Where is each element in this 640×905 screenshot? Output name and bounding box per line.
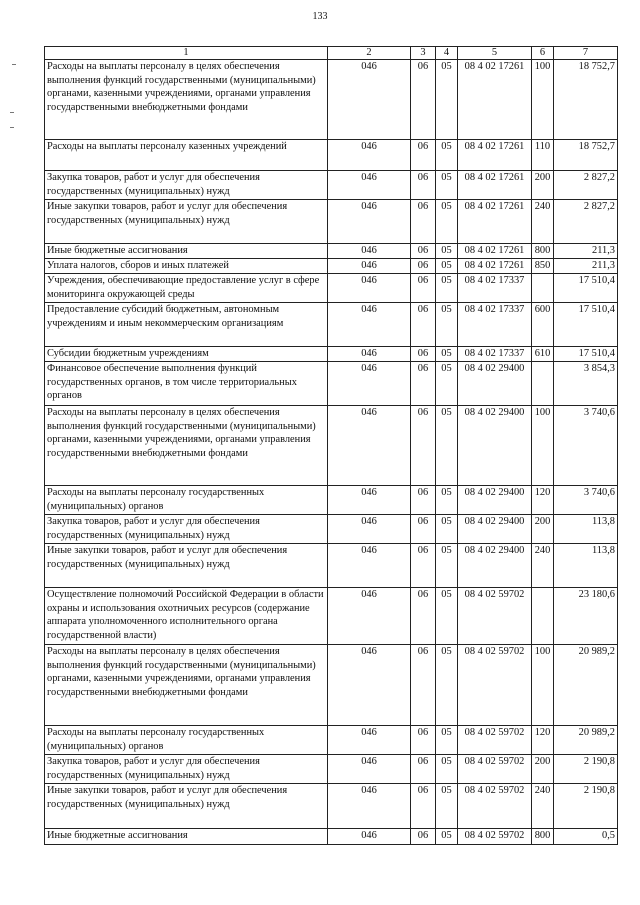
table-row bbox=[45, 347, 618, 362]
target-article-cell: 08 4 02 17261 bbox=[458, 140, 532, 171]
target-article-cell: 08 4 02 17261 bbox=[458, 60, 532, 140]
section-code-cell: 06 bbox=[411, 303, 436, 347]
target-article-cell: 08 4 02 29400 bbox=[458, 406, 532, 486]
column-header: 2 bbox=[328, 47, 411, 60]
ved-code-cell: 046 bbox=[328, 515, 411, 544]
table-row bbox=[45, 755, 618, 784]
budget-table bbox=[44, 46, 618, 845]
ved-code-cell: 046 bbox=[328, 726, 411, 755]
section-code-cell: 06 bbox=[411, 784, 436, 829]
expense-type-cell: 240 bbox=[532, 544, 554, 588]
target-article-cell: 08 4 02 17337 bbox=[458, 347, 532, 362]
amount-cell: 0,5 bbox=[554, 829, 618, 845]
amount-cell: 17 510,4 bbox=[554, 274, 618, 303]
section-code-cell: 06 bbox=[411, 406, 436, 486]
section-code-cell: 06 bbox=[411, 60, 436, 140]
section-code-cell: 06 bbox=[411, 171, 436, 200]
amount-cell: 17 510,4 bbox=[554, 347, 618, 362]
row-name-cell: Расходы на выплаты персоналу государственных (муниципальных) органов bbox=[45, 726, 328, 755]
row-name-cell: Закупка товаров, работ и услуг для обеспечения государственных (муниципальных) нужд bbox=[45, 515, 328, 544]
subsection-code-cell: 05 bbox=[436, 303, 458, 347]
target-article-cell: 08 4 02 59702 bbox=[458, 645, 532, 726]
target-article-cell: 08 4 02 29400 bbox=[458, 486, 532, 515]
ved-code-cell: 046 bbox=[328, 588, 411, 645]
subsection-code-cell: 05 bbox=[436, 406, 458, 486]
expense-type-cell: 240 bbox=[532, 784, 554, 829]
subsection-code-cell: 05 bbox=[436, 544, 458, 588]
table-row bbox=[45, 486, 618, 515]
amount-cell: 3 740,6 bbox=[554, 406, 618, 486]
row-name-cell: Финансовое обеспечение выполнения функций государственных органов, в том числе территориальных органов bbox=[45, 362, 328, 406]
table-row bbox=[45, 406, 618, 486]
expense-type-cell: 100 bbox=[532, 60, 554, 140]
target-article-cell: 08 4 02 17261 bbox=[458, 259, 532, 274]
ved-code-cell: 046 bbox=[328, 645, 411, 726]
subsection-code-cell: 05 bbox=[436, 784, 458, 829]
ved-code-cell: 046 bbox=[328, 171, 411, 200]
ved-code-cell: 046 bbox=[328, 362, 411, 406]
amount-cell: 20 989,2 bbox=[554, 726, 618, 755]
table-row bbox=[45, 244, 618, 259]
subsection-code-cell: 05 bbox=[436, 274, 458, 303]
target-article-cell: 08 4 02 29400 bbox=[458, 362, 532, 406]
subsection-code-cell: 05 bbox=[436, 726, 458, 755]
section-code-cell: 06 bbox=[411, 645, 436, 726]
section-code-cell: 06 bbox=[411, 755, 436, 784]
ved-code-cell: 046 bbox=[328, 140, 411, 171]
section-code-cell: 06 bbox=[411, 362, 436, 406]
subsection-code-cell: 05 bbox=[436, 829, 458, 845]
row-name-cell: Иные закупки товаров, работ и услуг для обеспечения государственных (муниципальных) нужд bbox=[45, 200, 328, 244]
section-code-cell: 06 bbox=[411, 244, 436, 259]
section-code-cell: 06 bbox=[411, 588, 436, 645]
ved-code-cell: 046 bbox=[328, 303, 411, 347]
expense-type-cell: 200 bbox=[532, 171, 554, 200]
row-name-cell: Расходы на выплаты персоналу в целях обеспечения выполнения функций государственными (муниципальными) органами, казенными учреждениями, органами управления государственными внебюджетными фондами bbox=[45, 60, 328, 140]
table-row bbox=[45, 274, 618, 303]
subsection-code-cell: 05 bbox=[436, 244, 458, 259]
row-name-cell: Иные закупки товаров, работ и услуг для обеспечения государственных (муниципальных) нужд bbox=[45, 544, 328, 588]
table-row bbox=[45, 544, 618, 588]
ved-code-cell: 046 bbox=[328, 347, 411, 362]
target-article-cell: 08 4 02 17337 bbox=[458, 303, 532, 347]
ved-code-cell: 046 bbox=[328, 406, 411, 486]
ved-code-cell: 046 bbox=[328, 829, 411, 845]
table-row bbox=[45, 588, 618, 645]
table-row bbox=[45, 645, 618, 726]
row-name-cell: Учреждения, обеспечивающие предоставление услуг в сфере мониторинга окружающей среды bbox=[45, 274, 328, 303]
ved-code-cell: 046 bbox=[328, 755, 411, 784]
amount-cell: 20 989,2 bbox=[554, 645, 618, 726]
expense-type-cell bbox=[532, 274, 554, 303]
column-header: 6 bbox=[532, 47, 554, 60]
column-header: 3 bbox=[411, 47, 436, 60]
section-code-cell: 06 bbox=[411, 726, 436, 755]
column-header: 7 bbox=[554, 47, 618, 60]
table-header-row bbox=[45, 47, 618, 60]
row-name-cell: Расходы на выплаты персоналу государственных (муниципальных) органов bbox=[45, 486, 328, 515]
expense-type-cell: 120 bbox=[532, 726, 554, 755]
row-name-cell: Субсидии бюджетным учреждениям bbox=[45, 347, 328, 362]
ved-code-cell: 046 bbox=[328, 244, 411, 259]
subsection-code-cell: 05 bbox=[436, 140, 458, 171]
target-article-cell: 08 4 02 17337 bbox=[458, 274, 532, 303]
table-row bbox=[45, 303, 618, 347]
expense-type-cell: 100 bbox=[532, 645, 554, 726]
ved-code-cell: 046 bbox=[328, 544, 411, 588]
row-name-cell: Уплата налогов, сборов и иных платежей bbox=[45, 259, 328, 274]
section-code-cell: 06 bbox=[411, 515, 436, 544]
table-row bbox=[45, 259, 618, 274]
row-name-cell: Расходы на выплаты персоналу казенных учреждений bbox=[45, 140, 328, 171]
target-article-cell: 08 4 02 17261 bbox=[458, 200, 532, 244]
subsection-code-cell: 05 bbox=[436, 645, 458, 726]
section-code-cell: 06 bbox=[411, 544, 436, 588]
expense-type-cell bbox=[532, 588, 554, 645]
section-code-cell: 06 bbox=[411, 486, 436, 515]
column-header: 1 bbox=[45, 47, 328, 60]
amount-cell: 211,3 bbox=[554, 259, 618, 274]
subsection-code-cell: 05 bbox=[436, 755, 458, 784]
section-code-cell: 06 bbox=[411, 259, 436, 274]
amount-cell: 2 827,2 bbox=[554, 200, 618, 244]
ved-code-cell: 046 bbox=[328, 200, 411, 244]
ved-code-cell: 046 bbox=[328, 259, 411, 274]
row-name-cell: Закупка товаров, работ и услуг для обеспечения государственных (муниципальных) нужд bbox=[45, 171, 328, 200]
target-article-cell: 08 4 02 17261 bbox=[458, 244, 532, 259]
amount-cell: 3 854,3 bbox=[554, 362, 618, 406]
subsection-code-cell: 05 bbox=[436, 200, 458, 244]
subsection-code-cell: 05 bbox=[436, 486, 458, 515]
target-article-cell: 08 4 02 59702 bbox=[458, 755, 532, 784]
subsection-code-cell: 05 bbox=[436, 60, 458, 140]
subsection-code-cell: 05 bbox=[436, 362, 458, 406]
section-code-cell: 06 bbox=[411, 200, 436, 244]
expense-type-cell bbox=[532, 362, 554, 406]
table-row bbox=[45, 171, 618, 200]
expense-type-cell: 800 bbox=[532, 244, 554, 259]
table-row bbox=[45, 140, 618, 171]
amount-cell: 3 740,6 bbox=[554, 486, 618, 515]
target-article-cell: 08 4 02 59702 bbox=[458, 588, 532, 645]
table-row bbox=[45, 515, 618, 544]
margin-mark bbox=[10, 112, 14, 113]
ved-code-cell: 046 bbox=[328, 60, 411, 140]
target-article-cell: 08 4 02 59702 bbox=[458, 726, 532, 755]
expense-type-cell: 610 bbox=[532, 347, 554, 362]
section-code-cell: 06 bbox=[411, 274, 436, 303]
section-code-cell: 06 bbox=[411, 347, 436, 362]
page-number: 133 bbox=[312, 11, 328, 22]
table-row bbox=[45, 60, 618, 140]
ved-code-cell: 046 bbox=[328, 486, 411, 515]
amount-cell: 2 190,8 bbox=[554, 755, 618, 784]
expense-type-cell: 850 bbox=[532, 259, 554, 274]
subsection-code-cell: 05 bbox=[436, 347, 458, 362]
row-name-cell: Осуществление полномочий Российской Федерации в области охраны и использования охотничьих ресурсов (содержание аппарата уполномоченного исполнительного органа государственной власти) bbox=[45, 588, 328, 645]
row-name-cell: Закупка товаров, работ и услуг для обеспечения государственных (муниципальных) нужд bbox=[45, 755, 328, 784]
column-header: 4 bbox=[436, 47, 458, 60]
amount-cell: 17 510,4 bbox=[554, 303, 618, 347]
table-row bbox=[45, 784, 618, 829]
expense-type-cell: 240 bbox=[532, 200, 554, 244]
table-row bbox=[45, 362, 618, 406]
row-name-cell: Иные бюджетные ассигнования bbox=[45, 244, 328, 259]
amount-cell: 113,8 bbox=[554, 515, 618, 544]
ved-code-cell: 046 bbox=[328, 784, 411, 829]
amount-cell: 18 752,7 bbox=[554, 140, 618, 171]
table-body bbox=[45, 60, 618, 845]
row-name-cell: Расходы на выплаты персоналу в целях обеспечения выполнения функций государственными (муниципальными) органами, казенными учреждениями, органами управления государственными внебюджетными фондами bbox=[45, 645, 328, 726]
section-code-cell: 06 bbox=[411, 829, 436, 845]
expense-type-cell: 110 bbox=[532, 140, 554, 171]
amount-cell: 2 827,2 bbox=[554, 171, 618, 200]
table-row bbox=[45, 829, 618, 845]
amount-cell: 18 752,7 bbox=[554, 60, 618, 140]
table-row bbox=[45, 726, 618, 755]
amount-cell: 23 180,6 bbox=[554, 588, 618, 645]
expense-type-cell: 100 bbox=[532, 406, 554, 486]
expense-type-cell: 200 bbox=[532, 755, 554, 784]
expense-type-cell: 120 bbox=[532, 486, 554, 515]
row-name-cell: Предоставление субсидий бюджетным, автономным учреждениям и иным некоммерческим организациям bbox=[45, 303, 328, 347]
column-header: 5 bbox=[458, 47, 532, 60]
margin-mark bbox=[10, 127, 14, 128]
ved-code-cell: 046 bbox=[328, 274, 411, 303]
subsection-code-cell: 05 bbox=[436, 259, 458, 274]
row-name-cell: Иные закупки товаров, работ и услуг для обеспечения государственных (муниципальных) нужд bbox=[45, 784, 328, 829]
target-article-cell: 08 4 02 29400 bbox=[458, 544, 532, 588]
expense-type-cell: 600 bbox=[532, 303, 554, 347]
subsection-code-cell: 05 bbox=[436, 515, 458, 544]
target-article-cell: 08 4 02 59702 bbox=[458, 829, 532, 845]
amount-cell: 211,3 bbox=[554, 244, 618, 259]
table-row bbox=[45, 200, 618, 244]
subsection-code-cell: 05 bbox=[436, 588, 458, 645]
section-code-cell: 06 bbox=[411, 140, 436, 171]
expense-type-cell: 200 bbox=[532, 515, 554, 544]
target-article-cell: 08 4 02 29400 bbox=[458, 515, 532, 544]
target-article-cell: 08 4 02 59702 bbox=[458, 784, 532, 829]
amount-cell: 113,8 bbox=[554, 544, 618, 588]
amount-cell: 2 190,8 bbox=[554, 784, 618, 829]
row-name-cell: Расходы на выплаты персоналу в целях обеспечения выполнения функций государственными (муниципальными) органами, казенными учреждениями, органами управления государственными внебюджетными фондами bbox=[45, 406, 328, 486]
subsection-code-cell: 05 bbox=[436, 171, 458, 200]
expense-type-cell: 800 bbox=[532, 829, 554, 845]
row-name-cell: Иные бюджетные ассигнования bbox=[45, 829, 328, 845]
margin-mark bbox=[12, 64, 16, 65]
target-article-cell: 08 4 02 17261 bbox=[458, 171, 532, 200]
